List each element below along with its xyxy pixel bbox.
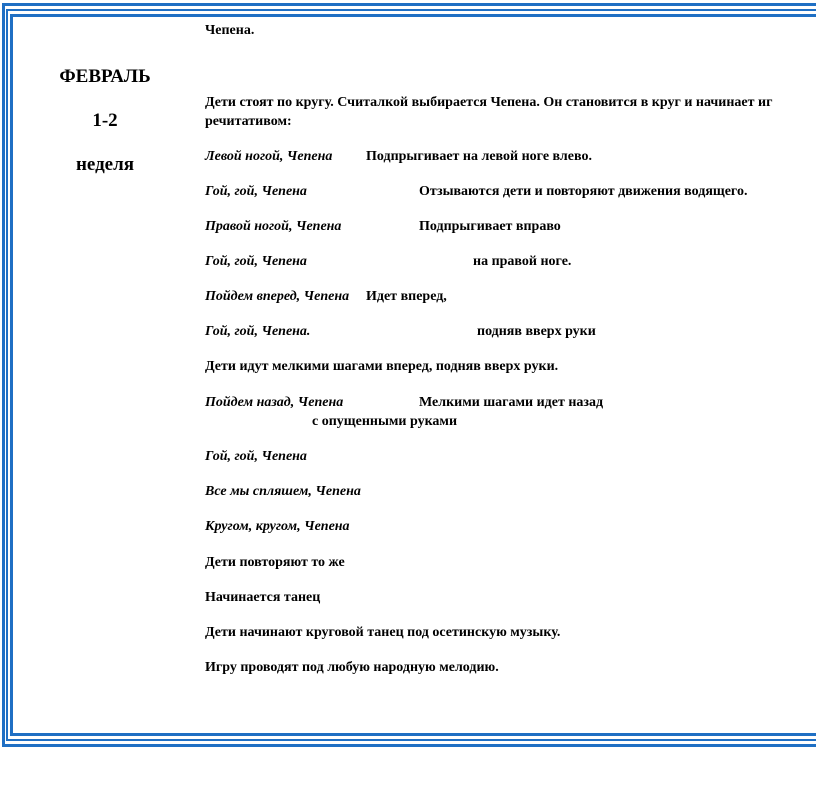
- action-row-back-2: с опущенными руками: [312, 414, 458, 429]
- intro-line-1: Дети стоят по кругу. Считалкой выбирается Чепена. Он становится в круг и начинает иг: [205, 95, 773, 110]
- lyric-text: Гой, гой, Чепена: [205, 449, 307, 464]
- lyric-row-2: [205, 183, 307, 201]
- weeks-number: 1-2: [92, 110, 118, 131]
- lyric-text: Гой, гой, Чепена.: [205, 324, 311, 339]
- action-row-back: Мелкими шагами идет назад: [419, 395, 604, 410]
- outro-line-2: Начинается танец: [205, 590, 321, 605]
- action-row-4: на правой ноге.: [473, 254, 572, 269]
- lyric-text: Все мы спляшем, Чепена: [205, 484, 361, 499]
- lyric-row-4: [205, 253, 307, 271]
- lyric-text: Гой, гой, Чепена: [205, 254, 307, 269]
- lyric-text: Правой ногой, Чепена: [205, 219, 342, 234]
- lyric-text: Пойдем назад, Чепена: [205, 395, 344, 410]
- note-line: Дети идут мелкими шагами вперед, подняв вверх руки.: [205, 359, 559, 374]
- week-label: неделя: [75, 154, 135, 175]
- action-row-2: Отзываются дети и повторяют движения водящего.: [419, 184, 748, 199]
- outro-line-4: Игру проводят под любую народную мелодию.: [205, 660, 499, 675]
- outro-line-3: Дети начинают круговой танец под осетинскую музыку.: [205, 625, 561, 640]
- lyric-row-1: [205, 148, 332, 166]
- action-row-3: Подпрыгивает вправо: [419, 219, 561, 234]
- lyric-text: Кругом, кругом, Чепена: [205, 519, 350, 534]
- month-label: ФЕВРАЛЬ: [59, 66, 151, 87]
- lyric-row-back: [205, 394, 343, 412]
- lyric-end-3: [205, 518, 350, 536]
- outro-line-1: Дети повторяют то же: [205, 555, 345, 570]
- lyric-end-1: [205, 448, 307, 466]
- lyric-row-3: [205, 218, 341, 236]
- action-row-5: Идет вперед,: [366, 289, 447, 304]
- game-title: Чепена.: [205, 23, 255, 38]
- lyric-row-6: [205, 323, 310, 341]
- intro-line-2: речитативом:: [205, 114, 292, 129]
- lyric-text: Левой ногой, Чепена: [205, 149, 333, 164]
- lyric-text: Пойдем вперед, Чепена: [205, 289, 350, 304]
- lyric-end-2: [205, 483, 361, 501]
- action-row-1: Подпрыгивает на левой ноге влево.: [366, 149, 592, 164]
- lyric-text: Гой, гой, Чепена: [205, 184, 307, 199]
- action-row-6: подняв вверх руки: [477, 324, 596, 339]
- lyric-row-5: [205, 288, 349, 306]
